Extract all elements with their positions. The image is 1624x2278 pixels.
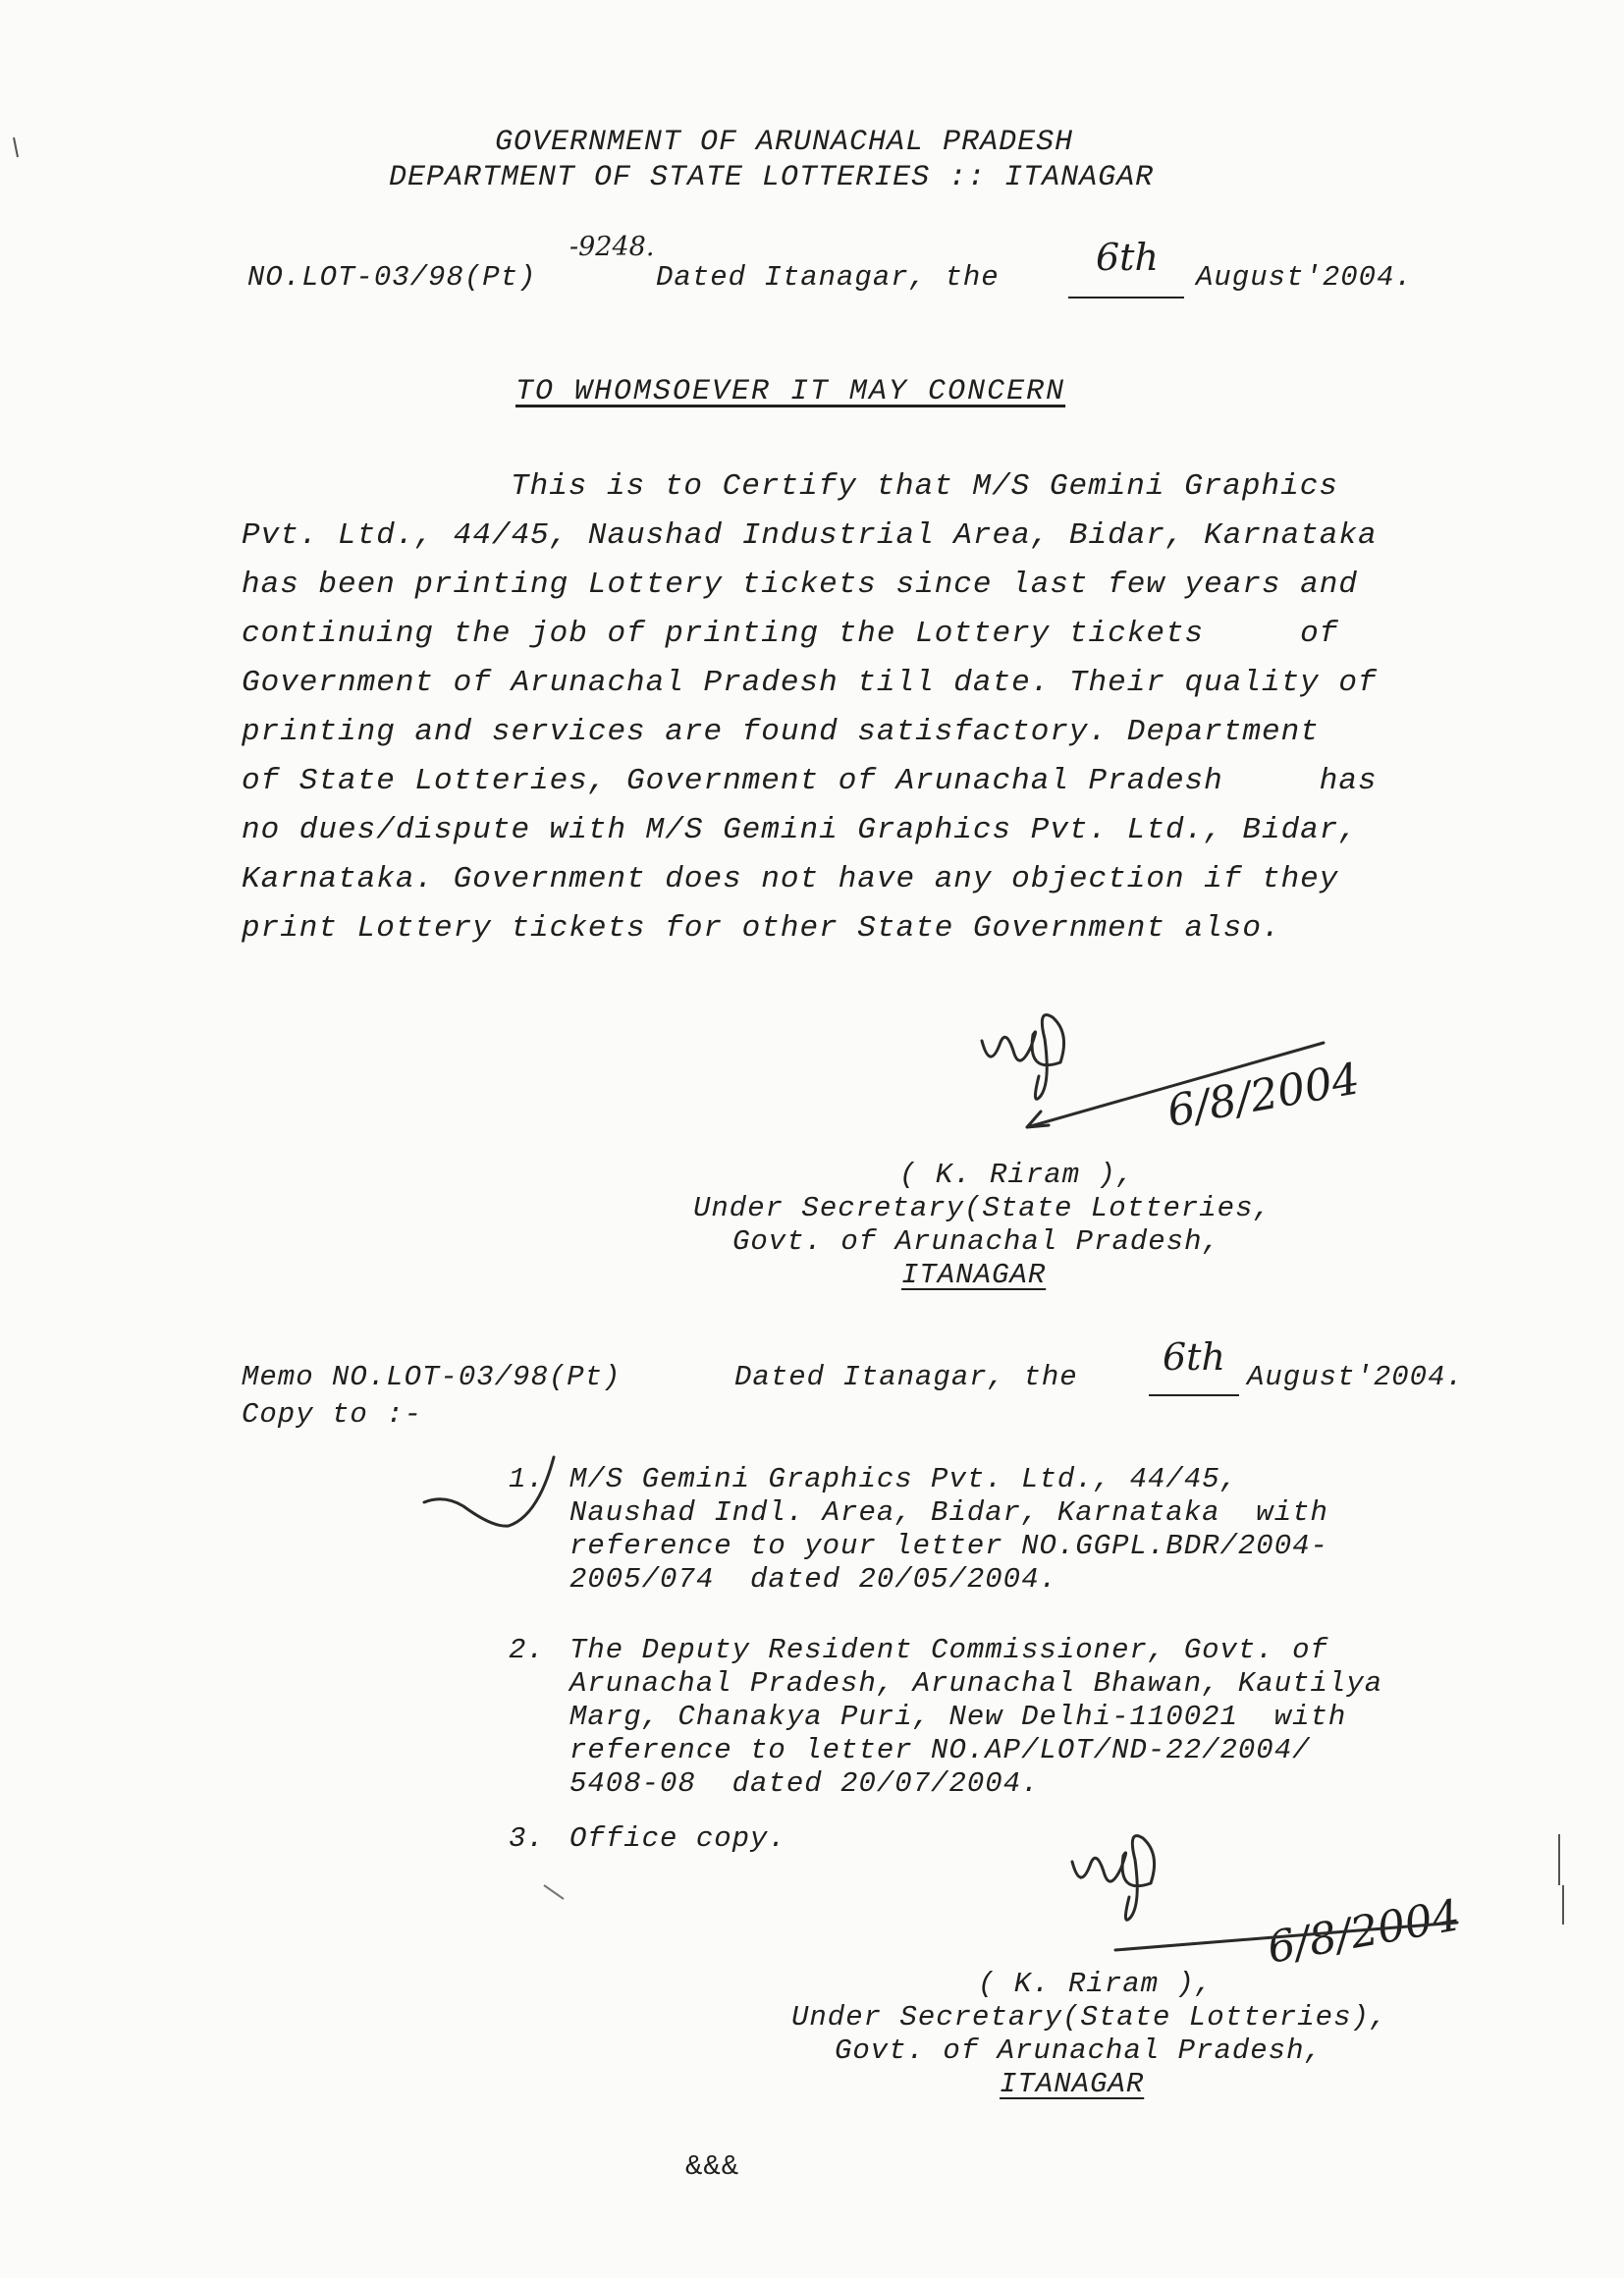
check-mark	[424, 1457, 554, 1526]
memo-dated-prefix: Dated Itanagar, the	[734, 1361, 1078, 1393]
signatory-place-2: ITANAGAR	[1000, 2068, 1145, 2100]
document-title: TO WHOMSOEVER IT MAY CONCERN	[515, 375, 1066, 408]
signature-arrow-1	[1027, 1043, 1324, 1127]
signatory-name-1: ( K. Riram ),	[899, 1159, 1135, 1191]
memo-month-year: August'2004.	[1247, 1361, 1464, 1393]
margin-mark	[14, 137, 18, 157]
signature-date-1: 6/8/2004	[1164, 1054, 1364, 1137]
signatory-govt-2: Govt. of Arunachal Pradesh,	[835, 2034, 1323, 2067]
signatory-designation-2: Under Secretary(State Lotteries),	[791, 2001, 1388, 2034]
body-line: printing and services are found satisfactory. Department	[242, 715, 1320, 749]
header-department: DEPARTMENT OF STATE LOTTERIES :: ITANAGAR	[389, 161, 1155, 194]
margin-mark	[1559, 1834, 1563, 1925]
copy-item-line: Marg, Chanakya Puri, New Delhi-110021 with	[569, 1701, 1347, 1733]
copy-item-line: 5408-08 dated 20/07/2004.	[569, 1767, 1040, 1800]
margin-mark	[544, 1885, 564, 1899]
copy-to-label: Copy to :-	[242, 1398, 423, 1431]
copy-item-line: Naushad Indl. Area, Bidar, Karnataka with	[569, 1496, 1328, 1529]
signatory-name-2: ( K. Riram ),	[978, 1968, 1214, 2000]
body-line: This is to Certify that M/S Gemini Graphics	[511, 469, 1338, 504]
copy-item-line: M/S Gemini Graphics Pvt. Ltd., 44/45,	[569, 1463, 1238, 1495]
copy-item-line: 2005/074 dated 20/05/2004.	[569, 1563, 1057, 1596]
copy-item-number: 3.	[509, 1822, 545, 1855]
copy-item-line: The Deputy Resident Commissioner, Govt. of	[569, 1634, 1328, 1666]
signatory-place-1: ITANAGAR	[901, 1259, 1047, 1291]
memo-handwritten-day: 6th	[1163, 1335, 1225, 1379]
signatory-designation-1: Under Secretary(State Lotteries,	[693, 1192, 1272, 1224]
body-line: Karnataka. Government does not have any objection if they	[242, 862, 1339, 896]
copy-item-line: reference to your letter NO.GGPL.BDR/2004-	[569, 1530, 1328, 1562]
signature-scribble-1	[982, 1015, 1064, 1100]
body-line: continuing the job of printing the Lottery tickets of	[242, 617, 1339, 651]
copy-item-number: 2.	[509, 1634, 545, 1666]
signature-date-2: 6/8/2004	[1264, 1890, 1464, 1974]
body-line: print Lottery tickets for other State Government also.	[242, 911, 1281, 946]
body-line: Pvt. Ltd., 44/45, Naushad Industrial Area, Bidar, Karnataka	[242, 518, 1378, 553]
memo-number: Memo NO.LOT-03/98(Pt)	[242, 1361, 622, 1393]
document-footer: &&&	[685, 2150, 740, 2183]
handwritten-dispatch-number: -9248.	[569, 232, 655, 262]
dated-prefix: Dated Itanagar, the	[656, 261, 1000, 294]
body-line: has been printing Lottery tickets since last few years and	[242, 568, 1358, 602]
signature-arrow-2	[1115, 1923, 1457, 1950]
copy-item-line: Arunachal Pradesh, Arunachal Bhawan, Kautilya	[569, 1667, 1383, 1700]
signature-scribble-2	[1072, 1836, 1155, 1921]
body-line: no dues/dispute with M/S Gemini Graphics Pvt. Ltd., Bidar,	[242, 813, 1358, 847]
signatory-govt-1: Govt. of Arunachal Pradesh,	[732, 1225, 1220, 1258]
copy-item-number: 1.	[509, 1463, 545, 1495]
copy-item-line: Office copy.	[569, 1822, 786, 1855]
body-line: Government of Arunachal Pradesh till date. Their quality of	[242, 666, 1378, 700]
date-month-year: August'2004.	[1196, 261, 1413, 294]
body-line: of State Lotteries, Government of Arunachal Pradesh has	[242, 764, 1378, 798]
header-government: GOVERNMENT OF ARUNACHAL PRADESH	[495, 126, 1074, 159]
handwritten-date-day: 6th	[1096, 236, 1159, 279]
copy-item-line: reference to letter NO.AP/LOT/ND-22/2004/	[569, 1734, 1311, 1766]
reference-number: NO.LOT-03/98(Pt)	[247, 261, 537, 294]
